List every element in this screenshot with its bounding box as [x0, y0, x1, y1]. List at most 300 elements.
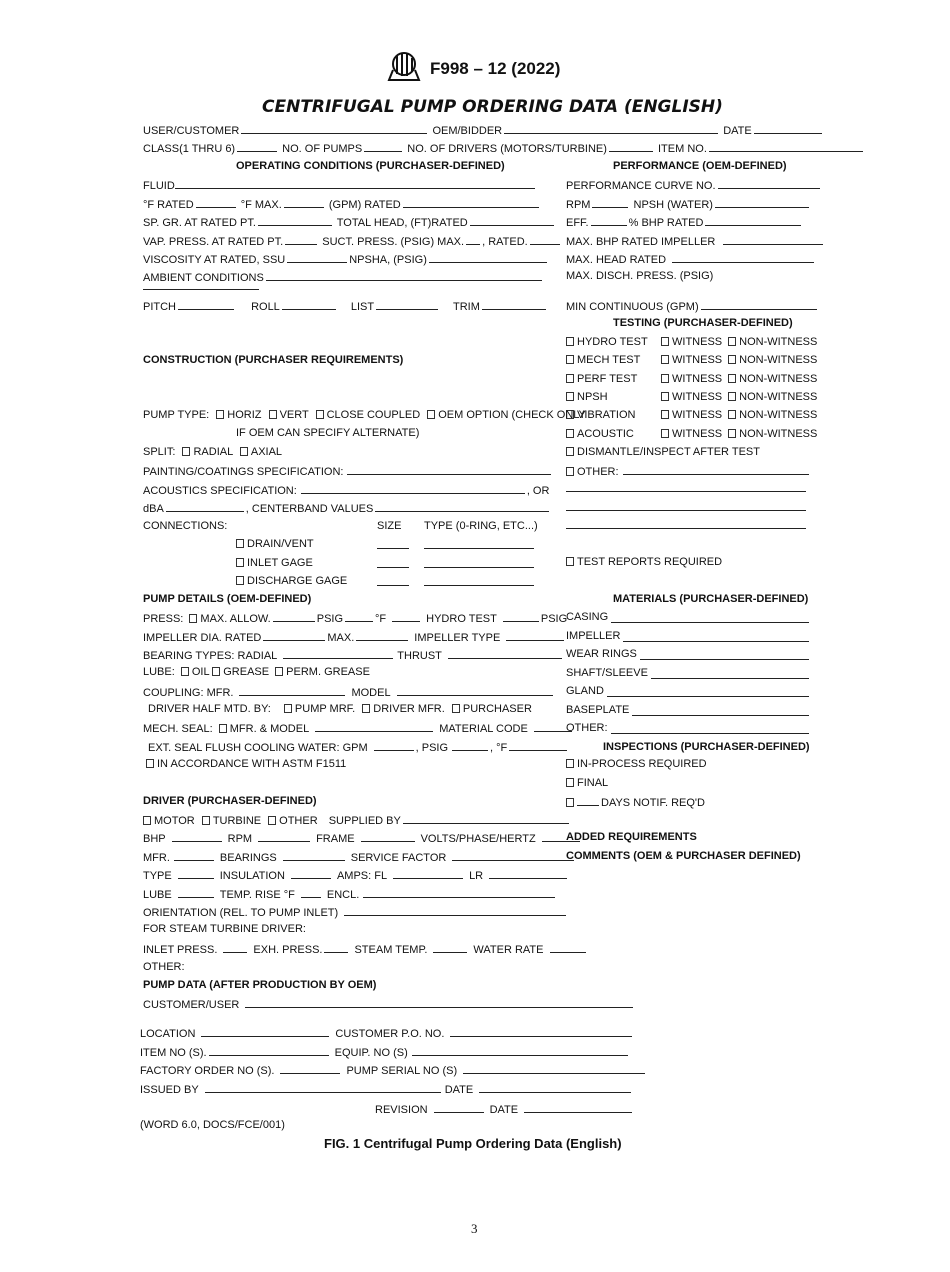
- test-row-hydro: [566, 335, 817, 349]
- rpm-field[interactable]: [592, 196, 628, 208]
- hydro-test-field[interactable]: [503, 610, 539, 622]
- dba-row: [143, 500, 551, 516]
- bhp-field[interactable]: [172, 830, 222, 842]
- mech-seal-field[interactable]: [315, 720, 433, 732]
- class-field[interactable]: [237, 140, 277, 152]
- model-field[interactable]: [397, 684, 553, 696]
- driver-rpm-label: RPM: [227, 833, 253, 845]
- suct-press-field[interactable]: [466, 233, 480, 245]
- acoustics-row: [143, 482, 549, 498]
- test-other-row: [566, 463, 811, 479]
- operating-title: OPERATING CONDITIONS (PURCHASER-DEFINED): [236, 160, 505, 172]
- test-other-line-2[interactable]: [566, 510, 806, 511]
- dismantle-checkbox[interactable]: [566, 447, 574, 456]
- material-row: [566, 610, 608, 624]
- material-label: BASEPLATE: [566, 703, 630, 716]
- driver-rpm-field[interactable]: [258, 830, 310, 842]
- sp-gr-field[interactable]: [258, 214, 332, 226]
- perf-test-checkbox[interactable]: [566, 374, 574, 383]
- hydro-test-checkbox[interactable]: [566, 337, 574, 346]
- connection-type-field[interactable]: [424, 567, 534, 568]
- non-witness-checkbox[interactable]: [728, 337, 736, 346]
- perm-grease-label: PERM. GREASE: [286, 666, 370, 678]
- fluid-row: [143, 177, 537, 193]
- impeller-dia-field[interactable]: [263, 629, 325, 641]
- vap-press-field[interactable]: [285, 233, 317, 245]
- material-field[interactable]: [611, 622, 809, 623]
- f-rated-field[interactable]: [196, 196, 236, 208]
- witness-checkbox[interactable]: [661, 337, 669, 346]
- connection-row-discharge-gage: [236, 574, 347, 588]
- hydro-test-label: HYDRO TEST: [426, 613, 497, 625]
- witness-checkbox[interactable]: [661, 392, 669, 401]
- thrust-label: THRUST: [397, 650, 442, 662]
- acoustics-label: ACOUSTICS SPECIFICATION:: [143, 485, 297, 497]
- max-allow-field[interactable]: [273, 610, 315, 622]
- no-drivers-field[interactable]: [609, 140, 653, 152]
- pitch-field[interactable]: [178, 298, 234, 310]
- max-bhp-label: MAX. BHP RATED IMPELLER: [566, 236, 716, 248]
- location-field[interactable]: [201, 1025, 329, 1037]
- witness-checkbox[interactable]: [661, 374, 669, 383]
- witness-label: WITNESS: [672, 372, 723, 385]
- impeller-type-field[interactable]: [506, 629, 564, 641]
- materials-title: MATERIALS (PURCHASER-DEFINED): [613, 593, 809, 605]
- non-witness-label: NON-WITNESS: [739, 390, 818, 403]
- npsha-field[interactable]: [429, 251, 547, 263]
- driver-mfr-label: DRIVER MFR.: [373, 703, 445, 715]
- no-pumps-label: NO. OF PUMPS: [282, 143, 363, 155]
- centerband-field[interactable]: [375, 500, 549, 512]
- fluid-label: FLUID: [143, 180, 175, 192]
- npsh-water-field[interactable]: [715, 196, 809, 208]
- motor-checkbox[interactable]: [143, 816, 151, 825]
- impeller-type-label: IMPELLER TYPE: [414, 632, 501, 644]
- acoustic-test-checkbox[interactable]: [566, 429, 574, 438]
- centerband-label: , CENTERBAND VALUES: [245, 503, 374, 515]
- non-witness-checkbox[interactable]: [728, 410, 736, 419]
- pump-serial-label: PUMP SERIAL NO (S): [346, 1065, 458, 1077]
- steam-temp-label: STEAM TEMP.: [354, 944, 428, 956]
- astm-row: [146, 757, 346, 771]
- form-title: CENTRIFUGAL PUMP ORDERING DATA (ENGLISH): [262, 97, 723, 117]
- motor-label: MOTOR: [154, 815, 195, 827]
- purchaser-checkbox[interactable]: [452, 704, 460, 713]
- material-field[interactable]: [623, 641, 809, 642]
- material-row: [566, 703, 629, 717]
- min-cont-field[interactable]: [701, 298, 817, 310]
- min-cont-row: [566, 298, 819, 314]
- close-coupled-checkbox[interactable]: [316, 410, 324, 419]
- material-label: WEAR RINGS: [566, 648, 637, 660]
- impeller-max-field[interactable]: [356, 629, 408, 641]
- lr-field[interactable]: [489, 867, 567, 879]
- days-field[interactable]: [577, 794, 599, 806]
- connection-type-field[interactable]: [424, 548, 534, 549]
- max-allow-checkbox[interactable]: [189, 614, 197, 623]
- connection-type-field[interactable]: [424, 585, 534, 586]
- customer-user-row: [143, 996, 635, 1012]
- date-field[interactable]: [754, 122, 822, 134]
- painting-field[interactable]: [347, 463, 551, 475]
- viscosity-row: [143, 251, 549, 267]
- impeller-row: [143, 629, 566, 645]
- ambient-extra-line[interactable]: [143, 289, 259, 290]
- material-row: [566, 666, 648, 680]
- coupling-row: [143, 684, 555, 700]
- insulation-label: INSULATION: [219, 870, 285, 882]
- days-checkbox[interactable]: [566, 798, 574, 807]
- bearing-field[interactable]: [283, 647, 393, 659]
- roll-label: ROLL: [251, 301, 280, 313]
- degf-field[interactable]: [392, 610, 420, 622]
- impeller-max-label: MAX.: [327, 632, 355, 644]
- trim-field[interactable]: [482, 298, 546, 310]
- witness-label: WITNESS: [672, 409, 723, 422]
- bhp-rated-field[interactable]: [705, 214, 801, 226]
- psig-label: PSIG: [316, 613, 344, 625]
- final-row: [566, 776, 608, 790]
- witness-checkbox[interactable]: [661, 355, 669, 364]
- radial-label: RADIAL: [193, 446, 233, 458]
- driver-lube-label: LUBE: [143, 889, 172, 901]
- inspections-title: INSPECTIONS (PURCHASER-DEFINED): [603, 741, 810, 753]
- purchaser-label: PURCHASER: [462, 703, 532, 715]
- rpm-label: RPM: [566, 199, 591, 211]
- driver-mfr-text: MFR.: [143, 852, 170, 864]
- no-pumps-field[interactable]: [364, 140, 402, 152]
- frame-label: FRAME: [316, 833, 355, 845]
- driver-lube-field[interactable]: [178, 886, 214, 898]
- issued-date-label: DATE: [444, 1084, 474, 1096]
- inlet-press-label: INLET PRESS.: [143, 944, 218, 956]
- non-witness-label: NON-WITNESS: [739, 427, 818, 440]
- bhp-label: BHP: [143, 833, 166, 845]
- days-row: [566, 794, 705, 810]
- psig2-label: PSIG: [540, 613, 568, 625]
- water-rate-field[interactable]: [550, 941, 586, 953]
- axial-checkbox[interactable]: [240, 447, 248, 456]
- roll-field[interactable]: [282, 298, 336, 310]
- testing-title: TESTING (PURCHASER-DEFINED): [613, 317, 793, 329]
- oil-checkbox[interactable]: [181, 667, 189, 676]
- non-witness-checkbox[interactable]: [728, 392, 736, 401]
- encl-field[interactable]: [363, 886, 555, 898]
- revision-field[interactable]: [434, 1101, 484, 1113]
- vap-press-label: VAP. PRESS. AT RATED PT.: [143, 236, 284, 248]
- rpm-row: [566, 196, 811, 212]
- ext-gpm-field[interactable]: [374, 739, 414, 751]
- test-row-perf: [566, 372, 817, 386]
- material-label: OTHER:: [566, 722, 608, 734]
- equip-no-field[interactable]: [412, 1044, 628, 1056]
- bearing-row: [143, 647, 564, 663]
- list-field[interactable]: [376, 298, 438, 310]
- top-row-1: [143, 122, 824, 138]
- item-no-label: ITEM NO.: [658, 143, 707, 155]
- insulation-field[interactable]: [291, 867, 331, 879]
- curve-no-label: PERFORMANCE CURVE NO.: [566, 180, 716, 192]
- psig-field[interactable]: [345, 610, 373, 622]
- in-process-row: [566, 757, 707, 771]
- coupling-field[interactable]: [239, 684, 345, 696]
- customer-user-field[interactable]: [245, 996, 633, 1008]
- mech-seal-label: MECH. SEAL:: [143, 723, 213, 735]
- test-other-line-3[interactable]: [566, 528, 806, 529]
- revision-label: REVISION: [375, 1104, 428, 1116]
- painting-row: [143, 463, 553, 479]
- connection-size-field[interactable]: [377, 585, 409, 586]
- user-customer-field[interactable]: [241, 122, 427, 134]
- test-other-field[interactable]: [623, 463, 809, 475]
- supplied-by-label: SUPPLIED BY: [328, 815, 401, 827]
- discharge-gage-checkbox[interactable]: [236, 576, 244, 585]
- bhp-row: [143, 830, 582, 846]
- pump-mfr-checkbox[interactable]: [284, 704, 292, 713]
- driver-type-field[interactable]: [178, 867, 214, 879]
- supplied-by-field[interactable]: [403, 812, 569, 824]
- driver-mfr-field[interactable]: [174, 849, 214, 861]
- driver-mfr-checkbox[interactable]: [362, 704, 370, 713]
- fluid-field[interactable]: [175, 177, 535, 189]
- standard-designation: F998 – 12 (2022): [430, 59, 561, 78]
- pd-item-no-field[interactable]: [209, 1044, 329, 1056]
- ambient-field[interactable]: [266, 269, 542, 281]
- class-label: CLASS(1 THRU 6): [143, 143, 236, 155]
- close-coupled-label: CLOSE COUPLED: [326, 409, 421, 421]
- witness-checkbox[interactable]: [661, 410, 669, 419]
- npsh-test-checkbox[interactable]: [566, 392, 574, 401]
- perm-grease-checkbox[interactable]: [275, 667, 283, 676]
- viscosity-field[interactable]: [287, 251, 347, 263]
- connection-row-inlet-gage: [236, 556, 313, 570]
- test-reports-row: [566, 555, 722, 569]
- test-name: HYDRO TEST: [577, 336, 648, 348]
- driver-other-checkbox[interactable]: [268, 816, 276, 825]
- vert-checkbox[interactable]: [269, 410, 277, 419]
- astm-logo-icon: [385, 50, 423, 84]
- suct-press-label: SUCT. PRESS. (PSIG) MAX.: [322, 236, 465, 248]
- driver-half-row: [148, 702, 532, 716]
- non-witness-label: NON-WITNESS: [739, 372, 818, 385]
- driver-half-label: DRIVER HALF MTD. BY:: [148, 703, 271, 715]
- dba-field[interactable]: [166, 500, 244, 512]
- coupling-label: COUPLING: MFR.: [143, 687, 234, 699]
- material-label: CASING: [566, 611, 609, 623]
- lube-label: LUBE:: [143, 666, 175, 678]
- item-no-field[interactable]: [709, 140, 863, 152]
- mfr-model-label: MFR. & MODEL: [229, 723, 310, 735]
- construction-title: CONSTRUCTION (PURCHASER REQUIREMENTS): [143, 354, 404, 366]
- list-label: LIST: [350, 301, 375, 313]
- pump-type-label: PUMP TYPE:: [143, 409, 210, 421]
- mech-test-checkbox[interactable]: [566, 355, 574, 364]
- test-row-vibration: [566, 408, 817, 422]
- painting-label: PAINTING/COATINGS SPECIFICATION:: [143, 466, 344, 478]
- dismantle-row: [566, 445, 760, 459]
- pump-type-row: [143, 408, 586, 422]
- material-field[interactable]: [632, 715, 809, 716]
- witness-label: WITNESS: [672, 427, 723, 440]
- bearings-label: BEARINGS: [219, 852, 277, 864]
- material-field[interactable]: [640, 659, 809, 660]
- gpm-rated-field[interactable]: [403, 196, 539, 208]
- factory-order-field[interactable]: [280, 1062, 340, 1074]
- f-max-field[interactable]: [284, 196, 324, 208]
- connection-label: INLET GAGE: [247, 556, 313, 569]
- witness-label: WITNESS: [672, 390, 723, 403]
- equip-no-label: EQUIP. NO (S): [334, 1047, 408, 1059]
- connection-size-field[interactable]: [377, 567, 409, 568]
- material-field[interactable]: [607, 696, 809, 697]
- figure-caption: FIG. 1 Centrifugal Pump Ordering Data (English): [324, 1136, 622, 1151]
- bearing-label: BEARING TYPES: RADIAL: [143, 650, 278, 662]
- steam-temp-field[interactable]: [433, 941, 467, 953]
- pump-data-title: PUMP DATA (AFTER PRODUCTION BY OEM): [143, 979, 377, 991]
- comments-title: COMMENTS (OEM & PURCHASER DEFINED): [566, 850, 801, 862]
- material-field[interactable]: [611, 733, 809, 734]
- material-row: [566, 684, 604, 698]
- viscosity-label: VISCOSITY AT RATED, SSU: [143, 254, 286, 266]
- test-reports-label: TEST REPORTS REQUIRED: [577, 556, 723, 568]
- factory-order-label: FACTORY ORDER NO (S).: [140, 1065, 275, 1077]
- user-customer-label: USER/CUSTOMER: [143, 125, 240, 137]
- mfr-model-checkbox[interactable]: [219, 724, 227, 733]
- revision-row: [375, 1101, 634, 1117]
- material-field[interactable]: [651, 678, 809, 679]
- revision-date-field[interactable]: [524, 1101, 632, 1113]
- ext-seal-label: EXT. SEAL FLUSH COOLING WATER: GPM: [148, 742, 368, 754]
- non-witness-checkbox[interactable]: [728, 374, 736, 383]
- max-disch-label: MAX. DISCH. PRESS. (PSIG): [566, 270, 714, 282]
- sp-gr-label: SP. GR. AT RATED PT.: [143, 217, 256, 229]
- customer-po-field[interactable]: [450, 1025, 632, 1037]
- frame-field[interactable]: [361, 830, 415, 842]
- grease-checkbox[interactable]: [212, 667, 220, 676]
- size-header: SIZE: [377, 520, 402, 532]
- test-other-label: OTHER:: [577, 466, 619, 478]
- encl-label: ENCL.: [326, 889, 360, 901]
- oem-bidder-field[interactable]: [504, 122, 718, 134]
- in-process-checkbox[interactable]: [566, 759, 574, 768]
- dba-label: dBA: [143, 503, 164, 515]
- bearings-field[interactable]: [283, 849, 345, 861]
- driver-other-label: OTHER: [279, 815, 318, 827]
- f-rated-label: °F RATED: [143, 199, 194, 211]
- connection-row-drain: [236, 537, 314, 551]
- drain-checkbox[interactable]: [236, 539, 244, 548]
- horiz-checkbox[interactable]: [216, 410, 224, 419]
- ext-psig-field[interactable]: [452, 739, 488, 751]
- customer-po-label: CUSTOMER P.O. NO.: [335, 1028, 445, 1040]
- test-name: PERF TEST: [577, 372, 638, 385]
- material-row: [566, 647, 637, 661]
- service-factor-field[interactable]: [452, 849, 574, 861]
- test-name: NPSH: [577, 390, 608, 403]
- lr-label: LR: [469, 870, 484, 882]
- pump-serial-field[interactable]: [463, 1062, 645, 1074]
- ext-seal-row: [148, 739, 569, 755]
- ext-psig-label: , PSIG: [415, 742, 449, 754]
- rated-field[interactable]: [530, 233, 560, 245]
- vap-row: [143, 233, 562, 249]
- test-row-npsh: [566, 390, 817, 404]
- non-witness-checkbox[interactable]: [728, 355, 736, 364]
- turbine-checkbox[interactable]: [202, 816, 210, 825]
- final-checkbox[interactable]: [566, 778, 574, 787]
- days-label: DAYS NOTIF. REQ'D: [601, 797, 705, 809]
- performance-title: PERFORMANCE (OEM-DEFINED): [613, 160, 787, 172]
- curve-no-field[interactable]: [718, 177, 820, 189]
- test-other-checkbox[interactable]: [566, 467, 574, 476]
- temp-rise-field[interactable]: [301, 886, 321, 898]
- customer-user-label: CUSTOMER/USER: [143, 999, 240, 1011]
- doc-ref: (WORD 6.0, DOCS/FCE/001): [140, 1119, 285, 1131]
- spgr-row: [143, 214, 556, 230]
- lube-row: [143, 665, 370, 679]
- acoustics-field[interactable]: [301, 482, 525, 494]
- total-head-field[interactable]: [470, 214, 554, 226]
- mfr-row: [143, 849, 576, 865]
- min-cont-label: MIN CONTINUOUS (GPM): [566, 301, 699, 313]
- radial-checkbox[interactable]: [182, 447, 190, 456]
- inlet-gage-checkbox[interactable]: [236, 558, 244, 567]
- max-bhp-field[interactable]: [723, 233, 823, 245]
- oem-option-label: OEM OPTION (CHECK ONLY: [438, 409, 586, 421]
- inlet-press-field[interactable]: [223, 941, 247, 953]
- revision-date-label: DATE: [489, 1104, 519, 1116]
- astm-logo: [385, 50, 423, 89]
- temp-rise-label: TEMP. RISE °F: [219, 889, 295, 901]
- amps-field[interactable]: [393, 867, 463, 879]
- non-witness-checkbox[interactable]: [728, 429, 736, 438]
- connection-label: DRAIN/VENT: [247, 538, 314, 550]
- eff-field[interactable]: [591, 214, 627, 226]
- exh-press-field[interactable]: [324, 941, 348, 953]
- witness-checkbox[interactable]: [661, 429, 669, 438]
- driver-type-row: [143, 812, 571, 828]
- orientation-row: [143, 904, 568, 920]
- connection-size-field[interactable]: [377, 548, 409, 549]
- type-header: TYPE (0-RING, ETC...): [424, 520, 538, 532]
- mech-seal-row: [143, 720, 574, 736]
- astm-label: IN ACCORDANCE WITH ASTM F1511: [157, 758, 347, 770]
- test-reports-checkbox[interactable]: [566, 557, 574, 566]
- oem-option-checkbox[interactable]: [427, 410, 435, 419]
- ext-degf-field[interactable]: [509, 739, 567, 751]
- dismantle-label: DISMANTLE/INSPECT AFTER TEST: [577, 446, 760, 458]
- astm-checkbox[interactable]: [146, 759, 154, 768]
- non-witness-label: NON-WITNESS: [739, 336, 818, 348]
- eff-label: EFF.: [566, 217, 589, 229]
- max-head-field[interactable]: [672, 251, 814, 263]
- npsh-water-label: NPSH (WATER): [633, 199, 713, 211]
- test-other-line-1[interactable]: [566, 491, 806, 492]
- location-label: LOCATION: [140, 1028, 196, 1040]
- thrust-field[interactable]: [448, 647, 562, 659]
- test-row-mech: [566, 353, 817, 367]
- orientation-field[interactable]: [344, 904, 566, 916]
- issued-date-field[interactable]: [479, 1081, 631, 1093]
- material-label: IMPELLER: [566, 629, 621, 642]
- max-allow-label: MAX. ALLOW.: [200, 613, 271, 625]
- connections-label: CONNECTIONS:: [143, 520, 228, 532]
- material-row: [566, 721, 608, 735]
- gpm-rated-label: (GPM) RATED: [328, 199, 401, 211]
- pitch-row: [143, 298, 548, 314]
- issued-by-row: [140, 1081, 633, 1097]
- issued-by-field[interactable]: [205, 1081, 441, 1093]
